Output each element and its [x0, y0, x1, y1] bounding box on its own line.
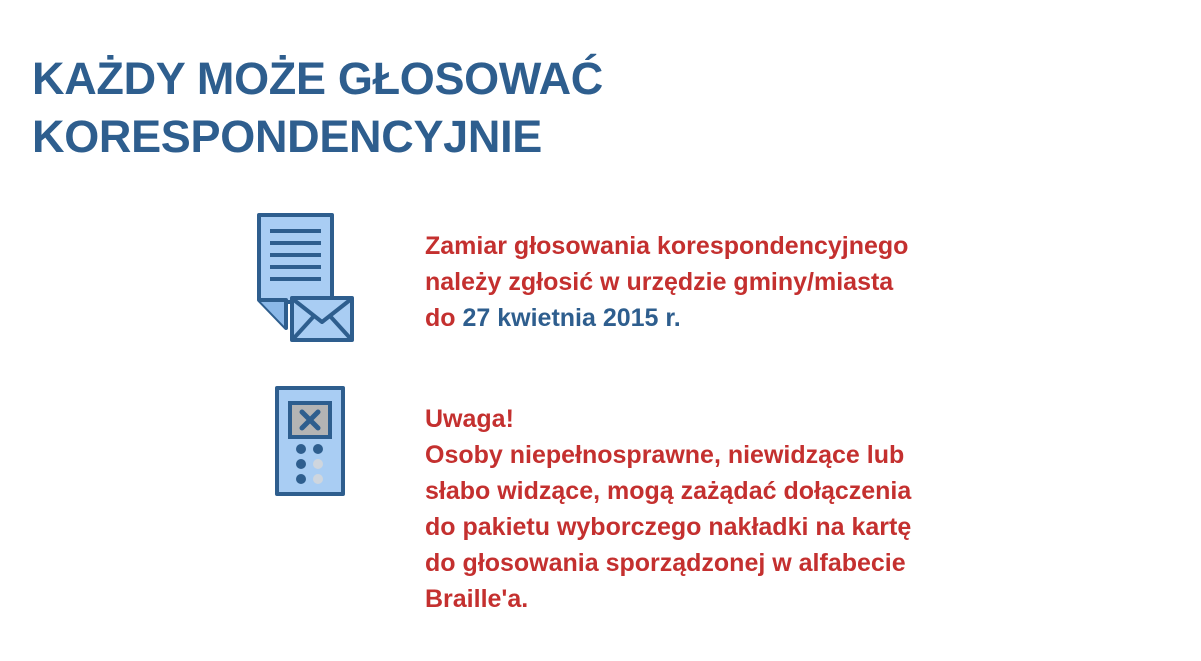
deadline-prefix: do [425, 304, 456, 332]
notice-line-3: do pakietu wyborczego nakładki na kartę [425, 513, 912, 541]
registration-line-2: należy zgłosić w urzędzie gminy/miasta [425, 268, 894, 296]
document-envelope-icon [256, 212, 356, 344]
notice-line-1: Osoby niepełnosprawne, niewidzące lub [425, 441, 905, 469]
notice-line-2: słabo widzące, mogą zażądać dołączenia [425, 477, 912, 505]
notice-heading: Uwaga! [425, 405, 514, 433]
registration-line-1: Zamiar głosowania korespondencyjnego [425, 232, 909, 260]
page-title-line-1: KAŻDY MOŻE GŁOSOWAĆ [32, 53, 603, 104]
registration-line-3 [425, 300, 908, 336]
deadline-date: 27 kwietnia 2015 r. [462, 304, 681, 332]
notice-line-5: Braille'a. [425, 585, 529, 613]
page-title-line-2: KORESPONDENCYJNIE [32, 111, 543, 162]
braille-ballot-icon [274, 385, 346, 497]
notice-line-4: do głosowania sporządzonej w alfabecie [425, 549, 906, 577]
page-title [32, 50, 603, 166]
braille-notice-text [425, 401, 911, 617]
registration-deadline-text [425, 228, 908, 336]
